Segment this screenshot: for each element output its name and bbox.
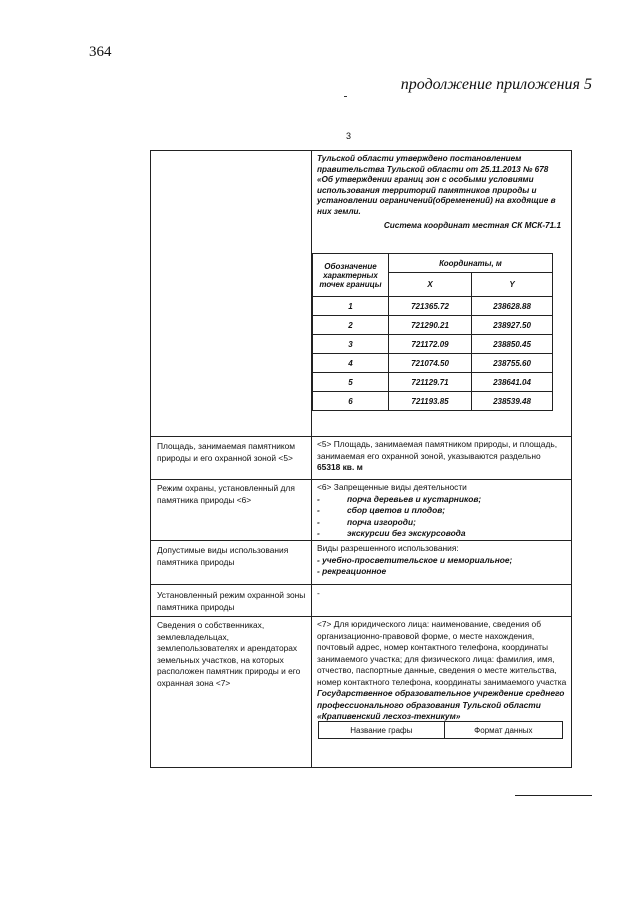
y-value: 238628.88 [472, 297, 553, 316]
area-row [151, 436, 571, 472]
list-item: - порча изгороди; [317, 517, 567, 529]
inner-page-number: 3 [346, 131, 352, 141]
list-item: - экскурсии без экскурсовода [317, 528, 567, 540]
point-number: 6 [313, 392, 389, 411]
x-value: 721193.85 [389, 392, 472, 411]
divider-dash [344, 96, 347, 97]
owners-text: <7> Для юридического лица: наименование, сведения об организационно-правовой форме, о месте нахождения, почтовый адрес, номер контактного телефона, координаты занимаемого участка; для физического лица: фамилия, имя, отчество, паспортные данные, сведения о месте жительства, номер контактного телефона, координаты занимаемого участка [317, 619, 567, 687]
organization-name: Государственное образовательное учреждение среднего профессионального образования Тульской области «Крапивенский лесхоз-техникум» [317, 688, 565, 721]
list-item: - рекреационное [317, 566, 387, 576]
continuation-title: продолжение приложения 5 [400, 76, 592, 93]
point-number: 5 [313, 373, 389, 392]
coords-header: Координаты, м [389, 254, 553, 273]
point-number: 4 [313, 354, 389, 373]
owners-row [151, 616, 571, 721]
y-header: Y [472, 273, 553, 297]
area-text: <5> Площадь, занимаемая памятником природы, и площадь, занимаемая его охранной зоной, указываются раздельно [317, 439, 558, 461]
area-value: 65318 кв. м [317, 462, 363, 472]
data-format-table [318, 721, 563, 739]
prohibited-list [317, 494, 567, 540]
table-row [313, 392, 553, 411]
y-value: 238539.48 [472, 392, 553, 411]
allowed-use-row [151, 540, 571, 576]
owners-label: Сведения о собственниках, землевладельцах, землепользователях и арендаторах земельных участков, на которых расположен памятник природы и его охранная зона <7> [157, 620, 301, 688]
table-row [313, 335, 553, 354]
table-row [313, 373, 553, 392]
y-value: 238641.04 [472, 373, 553, 392]
buffer-regime-row [151, 584, 571, 612]
x-value: 721365.72 [389, 297, 472, 316]
x-value: 721172.09 [389, 335, 472, 354]
table-row [313, 297, 553, 316]
x-value: 721290.21 [389, 316, 472, 335]
point-number: 3 [313, 335, 389, 354]
table-row [313, 354, 553, 373]
list-item: - сбор цветов и плодов; [317, 505, 567, 517]
coord-system: Система координат местная СК МСК-71.1 [383, 220, 561, 230]
allowed-use-header: Виды разрешенного использования: [317, 543, 459, 553]
intro-text: Тульской области утверждено постановлением правительства Тульской области от 25.11.2013 № 678 «Об утверждении границ зон с особыми условиями использования территорий памятников природы и установлении ограничений(обременений) на входящие в них земли. [317, 154, 556, 216]
x-value: 721074.50 [389, 354, 472, 373]
protection-label: Режим охраны, установленный для памятника природы <6> [157, 483, 295, 505]
point-number: 1 [313, 297, 389, 316]
protection-row [151, 479, 571, 538]
point-number: 2 [313, 316, 389, 335]
page-number: 364 [89, 44, 112, 60]
column-divider [311, 151, 312, 767]
y-value: 238755.60 [472, 354, 553, 373]
list-item: - учебно-просветительское и мемориальное; [317, 554, 513, 565]
table-row [313, 316, 553, 335]
allowed-use-label: Допустимые виды использования памятника природы [157, 545, 289, 567]
y-value: 238927.50 [472, 316, 553, 335]
area-label: Площадь, занимаемая памятником природы и его охранной зоной <5> [157, 441, 296, 463]
footer-line [515, 795, 592, 796]
point-header: Обозначение характерных точек границы [313, 254, 389, 297]
document-table [150, 150, 572, 768]
x-header: X [389, 273, 472, 297]
coordinates-table [312, 253, 553, 411]
column-name-header: Название графы [319, 722, 445, 739]
protection-header: <6> Запрещенные виды деятельности [317, 482, 467, 492]
buffer-regime-value: - [317, 588, 320, 598]
y-value: 238850.45 [472, 335, 553, 354]
x-value: 721129.71 [389, 373, 472, 392]
list-item: - порча деревьев и кустарников; [317, 494, 567, 506]
buffer-regime-label: Установленный режим охранной зоны памятника природы [157, 590, 306, 612]
data-format-header: Формат данных [444, 722, 562, 739]
